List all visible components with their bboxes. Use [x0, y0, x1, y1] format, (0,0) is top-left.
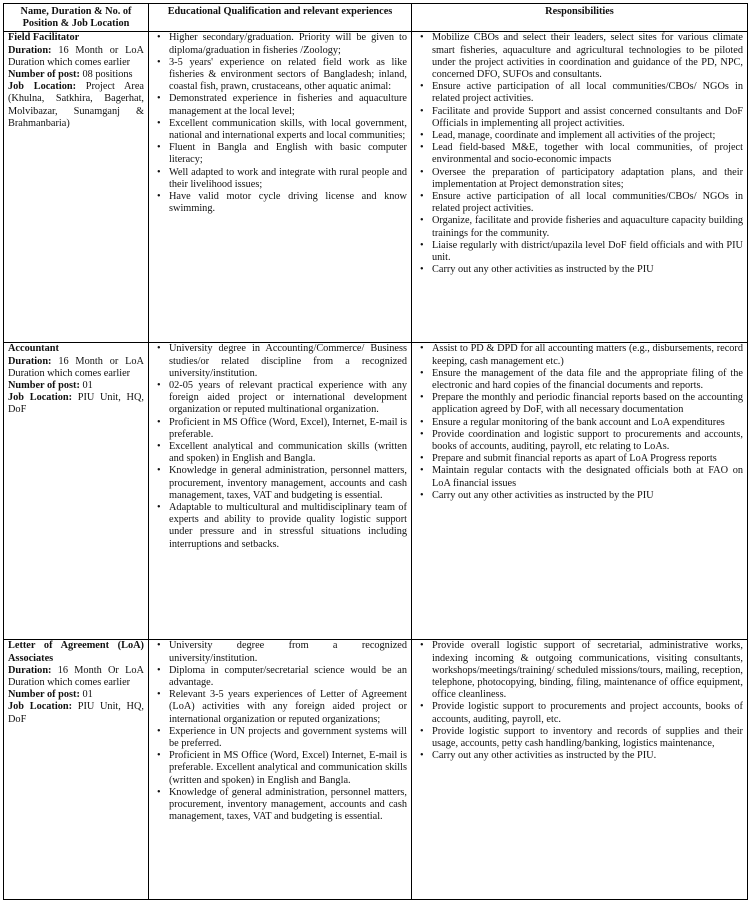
responsibility-item: • Carry out any other activities as instructed by the PIU. — [432, 750, 743, 762]
qualification-item: • Fluent in Bangla and English with basic computer literacy; — [169, 142, 407, 166]
responsibility-item: • Prepare the monthly and periodic financial reports based on the accounting application agreed by DoF, with all necessary documentation — [432, 392, 743, 416]
location-label: Job Location: — [8, 701, 73, 713]
responsibility-item: • Prepare and submit financial reports as apart of LoA Progress reports — [432, 453, 743, 465]
qualifications-cell — [149, 32, 412, 343]
table-row — [4, 640, 748, 900]
duration-label: Duration: — [8, 355, 52, 367]
responsibility-item: • Oversee the preparation of participatory adaptation plans, and their implementation at Project demonstration sites; — [432, 167, 743, 191]
qualification-item: • Demonstrated experience in fisheries and aquaculture management at the local level; — [169, 93, 407, 117]
location-label: Job Location: — [8, 392, 73, 404]
responsibility-item: • Ensure active participation of all local communities/CBOs/ NGOs in related project activities. — [432, 81, 743, 105]
qualification-item: • Adaptable to multicultural and multidisciplinary team of experts and ability to provide quality logistic support under pressure and in stressful situations including interruptions and setbacks. — [169, 502, 407, 551]
qualification-item: • University degree in Accounting/Commerce/ Business studies/or related discipline from a recognized university/institution. — [169, 343, 407, 380]
position-details-cell — [4, 343, 149, 640]
responsibility-item: • Ensure a regular monitoring of the bank account and LoA expenditures — [432, 417, 743, 429]
position-title: Accountant — [8, 343, 59, 355]
qualification-item: • Have valid motor cycle driving license and know swimming. — [169, 191, 407, 215]
table-row — [4, 32, 748, 343]
qualification-item: • Well adapted to work and integrate with rural people and their livelihood issues; — [169, 167, 407, 191]
header-qualifications: Educational Qualification and relevant experiences — [149, 4, 412, 32]
table-header-row — [4, 4, 748, 32]
responsibility-item: • Provide overall logistic support of secretarial, administrative works, indexing incoming & outgoing communications, visiting consultants, workshops/meetings/training/ scheduled missions/tours, mailing, reception, telephone, photocopying, binding, filing, maintenance of office equipment, office cleanliness. — [432, 640, 743, 701]
responsibility-item: • Lead, manage, coordinate and implement all activities of the project; — [432, 130, 743, 142]
qualification-item: • 02-05 years of relevant practical experience with any foreign aided project or international development organization or reputed multinational organization. — [169, 380, 407, 417]
duration-value: 16 Month or LoA Duration which comes earlier — [8, 44, 144, 68]
responsibilities-list — [416, 32, 743, 276]
duration-label: Duration: — [8, 664, 52, 676]
duration-label: Duration: — [8, 44, 52, 56]
qualifications-list — [153, 32, 407, 215]
responsibility-item: • Facilitate and provide Support and assist concerned consultants and DoF Officials in implementing all project activities. — [432, 106, 743, 130]
qualification-item: • Proficient in MS Office (Word, Excel), Internet, E-mail is preferable. — [169, 417, 407, 441]
qualification-item: • Relevant 3-5 years experiences of Letter of Agreement (LoA) activities with any foreign aided project or international organization or reputed organizations; — [169, 689, 407, 726]
header-responsibilities: Responsibilities — [412, 4, 748, 32]
qualification-item: • Knowledge of general administration, personnel matters, procurement, inventory management, accounts and cash management, taxes, VAT and budgeting is essential. — [169, 787, 407, 824]
posts-label: Number of post: — [8, 380, 80, 392]
responsibility-item: • Liaise regularly with district/upazila level DoF field officials and with PIU unit. — [432, 240, 743, 264]
duration-value: 16 Month or LoA Duration which comes earlier — [8, 355, 144, 379]
qualifications-cell — [149, 343, 412, 640]
responsibility-item: • Carry out any other activities as instructed by the PIU — [432, 490, 743, 502]
job-positions-table — [3, 3, 748, 900]
location-value: PIU Unit, HQ, DoF — [8, 392, 144, 416]
responsibilities-cell — [412, 343, 748, 640]
responsibilities-cell — [412, 640, 748, 900]
qualification-item: • 3-5 years' experience on related field work as like fisheries & environment sectors of Bangladesh; inland, coastal fish, prawn, crustaceans, other aquatic animal: — [169, 57, 407, 94]
qualification-item: • Diploma in computer/secretarial science would be an advantage. — [169, 665, 407, 689]
location-label: Job Location: — [8, 81, 77, 93]
qualifications-cell — [149, 640, 412, 900]
responsibility-item: • Lead field-based M&E, together with local communities, of project environmental and socio-economic impacts — [432, 142, 743, 166]
responsibility-item: • Mobilize CBOs and select their leaders, select sites for various climate smart fisheries, aquaculture and agricultural technologies to be piloted under the project activities in coordination and guidance of the PD, NPC, concerned DFO, SUFOs and consultants. — [432, 32, 743, 81]
qualification-item: • Higher secondary/graduation. Priority will be given to diploma/graduation in fisheries /Zoology; — [169, 32, 407, 56]
qualification-item: • Knowledge in general administration, personnel matters, procurement, inventory management, accounts and cash management, taxes, VAT and budgeting is essential. — [169, 465, 407, 502]
qualifications-list — [153, 343, 407, 550]
posts-value: 08 positions — [82, 69, 133, 81]
responsibility-item: • Organize, facilitate and provide fisheries and aquaculture capacity building trainings for the community. — [432, 215, 743, 239]
posts-value: 01 — [82, 689, 93, 701]
position-details-cell — [4, 32, 149, 343]
responsibility-item: • Maintain regular contacts with the designated officials both at FAO on LoA financial issues — [432, 465, 743, 489]
responsibilities-cell — [412, 32, 748, 343]
responsibility-item: • Provide logistic support to procurements and project accounts, books of accounts, auditing, payroll, etc. — [432, 701, 743, 725]
header-position: Name, Duration & No. of Position & Job Location — [4, 4, 149, 32]
qualification-item: • Experience in UN projects and government systems will be preferred. — [169, 726, 407, 750]
qualification-item: • University degree from a recognized university/institution. — [169, 640, 407, 664]
qualification-item: • Proficient in MS Office (Word, Excel) Internet, E-mail is preferable. Excellent analytical and communication skills (written and spoken) in English and Bangla. — [169, 750, 407, 787]
posts-label: Number of post: — [8, 69, 80, 81]
responsibilities-list — [416, 343, 743, 502]
duration-value: 16 Month Or LoA Duration which comes earlier — [8, 664, 144, 689]
responsibility-item: • Ensure the management of the data file and the appropriate filing of the electronic and hard copies of the financial documents and reports. — [432, 368, 743, 392]
position-details-cell — [4, 640, 149, 900]
table-row — [4, 343, 748, 640]
position-title: Letter of Agreement (LoA) Associates — [8, 640, 144, 664]
posts-value: 01 — [82, 380, 93, 392]
location-value: Project Area (Khulna, Satkhira, Bagerhat, Molvibazar, Sunamganj & Brahmanbaria) — [8, 81, 144, 129]
position-title: Field Facilitator — [8, 32, 80, 44]
qualification-item: • Excellent analytical and communication skills (written and spoken) in English and Bangla. — [169, 441, 407, 465]
responsibility-item: • Assist to PD & DPD for all accounting matters (e.g., disbursements, record keeping, cash management etc.) — [432, 343, 743, 367]
location-value: PIU Unit, HQ, DoF — [8, 701, 144, 725]
responsibility-item: • Carry out any other activities as instructed by the PIU — [432, 264, 743, 276]
qualifications-list — [153, 640, 407, 823]
responsibility-item: • Provide logistic support to inventory and records of supplies and their usage, accounts, petty cash handling/banking, logistics maintenance, — [432, 726, 743, 750]
posts-label: Number of post: — [8, 689, 80, 701]
responsibilities-list — [416, 640, 743, 762]
responsibility-item: • Ensure active participation of all local communities/CBOs/ NGOs in related project activities. — [432, 191, 743, 215]
qualification-item: • Excellent communication skills, with local government, national and international experts and local communities; — [169, 118, 407, 142]
responsibility-item: • Provide coordination and logistic support to procurements and accounts, books of accounts, auditing, payroll, etc relating to LoAs. — [432, 429, 743, 453]
